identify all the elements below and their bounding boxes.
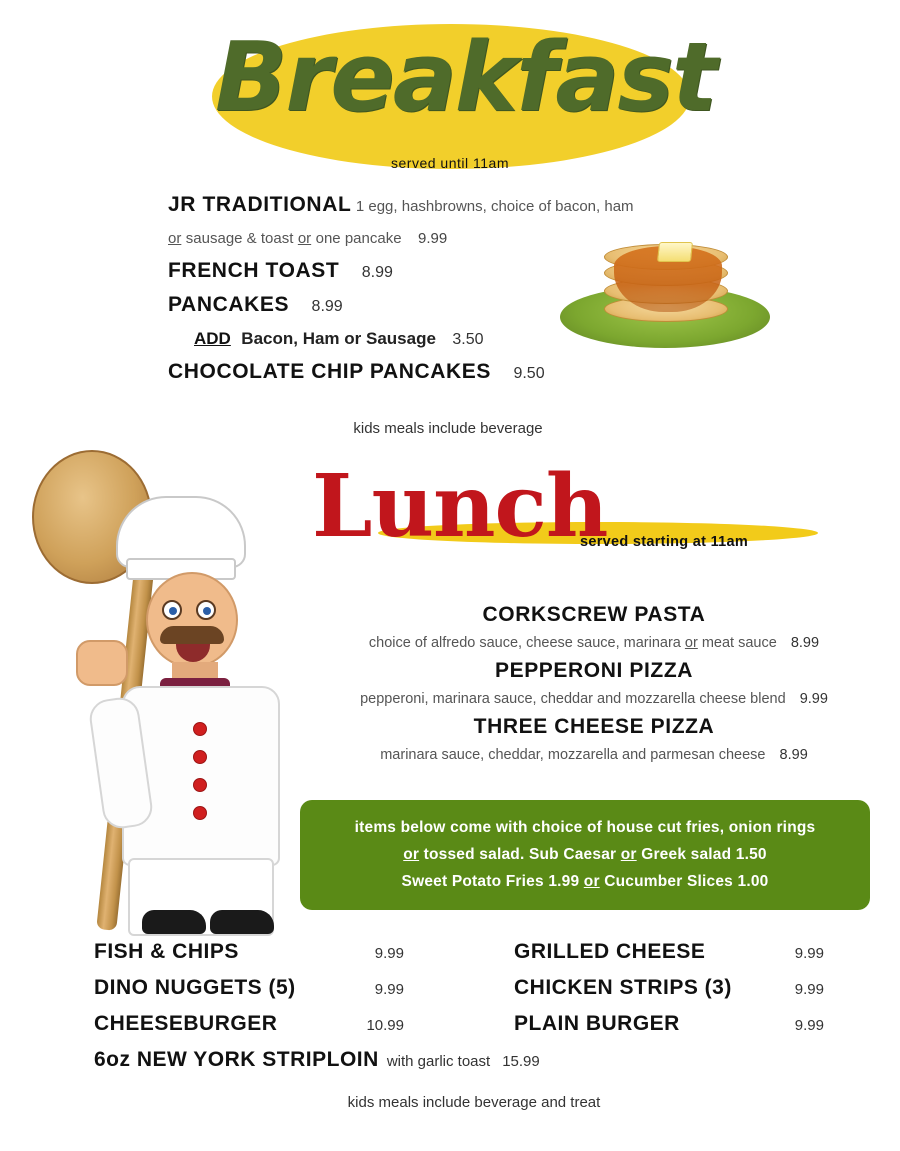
menu-item	[168, 290, 728, 322]
menu-item-name: JR TRADITIONAL	[168, 193, 352, 216]
or-word: or	[620, 846, 637, 863]
menu-item	[168, 357, 728, 389]
menu-item-price: 9.99	[374, 945, 404, 962]
menu-item-price: 9.50	[513, 365, 545, 382]
menu-item-name: CORKSCREW PASTA	[482, 603, 706, 626]
menu-item-name: FISH & CHIPS	[94, 940, 239, 963]
menu-item-price: 9.99	[794, 945, 824, 962]
sides-info-box	[300, 800, 870, 910]
menu-item-name: PANCAKES	[168, 293, 290, 316]
menu-item	[300, 656, 888, 712]
menu-item-price: 8.99	[779, 747, 808, 763]
chef-eye-left	[162, 600, 182, 620]
menu-item-description-part: choice of alfredo sauce, cheese sauce, marinara	[368, 635, 681, 651]
add-price: 3.50	[452, 331, 484, 348]
menu-item-name: GRILLED CHEESE	[514, 940, 706, 963]
breakfast-header	[0, 12, 900, 187]
or-word: or	[168, 230, 182, 247]
menu-item	[94, 1012, 514, 1036]
breakfast-item-list	[168, 190, 728, 391]
lunch-featured-list	[300, 600, 888, 768]
entree-row	[94, 1012, 854, 1048]
sides-line-2-part: Greek salad 1.50	[641, 846, 767, 863]
or-word: or	[583, 873, 600, 890]
menu-item-name: 6oz NEW YORK STRIPLOIN	[94, 1048, 379, 1071]
menu-item-description	[300, 630, 888, 656]
sides-line-3-part: Sweet Potato Fries 1.99	[401, 873, 580, 890]
chef-hand	[76, 640, 128, 686]
chef-mustache	[160, 626, 224, 644]
menu-item-description: with garlic toast	[386, 1053, 491, 1070]
lunch-entree-grid	[94, 940, 854, 1048]
menu-item	[514, 976, 854, 1000]
menu-item-description-part: meat sauce	[701, 635, 777, 651]
chef-button	[193, 806, 207, 820]
lunch-note: kids meals include beverage and treat	[347, 1094, 601, 1111]
lunch-header	[0, 456, 900, 578]
sides-line-2-part: tossed salad. Sub Caesar	[423, 846, 617, 863]
breakfast-title: Breakfast	[215, 23, 716, 133]
chef-eye-right	[196, 600, 216, 620]
menu-item-name: CHEESEBURGER	[94, 1012, 278, 1035]
menu-item-price: 9.99	[794, 1017, 824, 1034]
menu-item	[94, 976, 514, 1000]
chef-shoe-right	[210, 910, 274, 934]
menu-item	[514, 940, 854, 964]
lunch-title: Lunch	[312, 456, 608, 557]
menu-item-price: 8.99	[311, 298, 343, 315]
menu-item-price: 8.99	[790, 635, 820, 651]
menu-item-description-part: marinara sauce, cheddar, mozzarella and parmesan cheese	[380, 747, 766, 763]
menu-item-name: PEPPERONI PIZZA	[494, 659, 694, 682]
menu-item-name: DINO NUGGETS (5)	[94, 976, 296, 999]
menu-item	[514, 1012, 854, 1036]
sides-line-1: items below come with choice of house cut fries, onion rings	[354, 819, 816, 836]
menu-item-price: 9.99	[799, 691, 828, 707]
menu-item-price: 8.99	[361, 264, 393, 281]
menu-item-name: PLAIN BURGER	[514, 1012, 680, 1035]
menu-item-description-part: pepperoni, marinara sauce, cheddar and mozzarella cheese blend	[360, 691, 786, 707]
menu-item-price: 9.99	[374, 981, 404, 998]
menu-item	[300, 712, 888, 768]
chef-button	[193, 778, 207, 792]
breakfast-add-on	[168, 324, 728, 355]
add-options: Bacon, Ham or Sausage	[241, 329, 436, 348]
menu-item-description-part: sausage & toast	[185, 230, 294, 247]
sides-line-3-part: Cucumber Slices 1.00	[604, 873, 769, 890]
menu-item	[168, 256, 728, 288]
chef-button	[193, 750, 207, 764]
menu-item-price: 9.99	[794, 981, 824, 998]
menu-item	[300, 600, 888, 656]
or-word: or	[403, 846, 420, 863]
menu-item	[94, 940, 514, 964]
breakfast-note: kids meals include beverage	[353, 420, 543, 437]
chef-button	[193, 722, 207, 736]
menu-item-name: THREE CHEESE PIZZA	[473, 715, 715, 738]
entree-row	[94, 940, 854, 976]
sides-line-2	[300, 841, 870, 868]
menu-item-description-continued	[168, 224, 728, 254]
menu-item-price: 15.99	[502, 1053, 540, 1070]
add-label: ADD	[194, 329, 231, 348]
menu-item-price: 10.99	[366, 1017, 404, 1034]
sides-line-3	[300, 868, 870, 895]
or-word: or	[297, 230, 312, 247]
menu-item	[168, 190, 728, 222]
breakfast-subtitle: served until 11am	[391, 155, 509, 171]
or-word: or	[684, 635, 698, 651]
entree-row	[94, 976, 854, 1012]
menu-item-description	[300, 742, 888, 768]
menu-item-description: 1 egg, hashbrowns, choice of bacon, ham	[355, 198, 634, 215]
menu-item-name: CHICKEN STRIPS (3)	[514, 976, 732, 999]
menu-item-description-part: one pancake	[315, 230, 402, 247]
lunch-subtitle: served starting at 11am	[580, 534, 749, 550]
chef-shoe-left	[142, 910, 206, 934]
menu-item-price: 9.99	[417, 230, 448, 247]
menu-item-description	[300, 686, 888, 712]
menu-item-name: CHOCOLATE CHIP PANCAKES	[168, 360, 491, 383]
menu-item-steak	[94, 1048, 540, 1072]
menu-item-name: FRENCH TOAST	[168, 259, 340, 282]
